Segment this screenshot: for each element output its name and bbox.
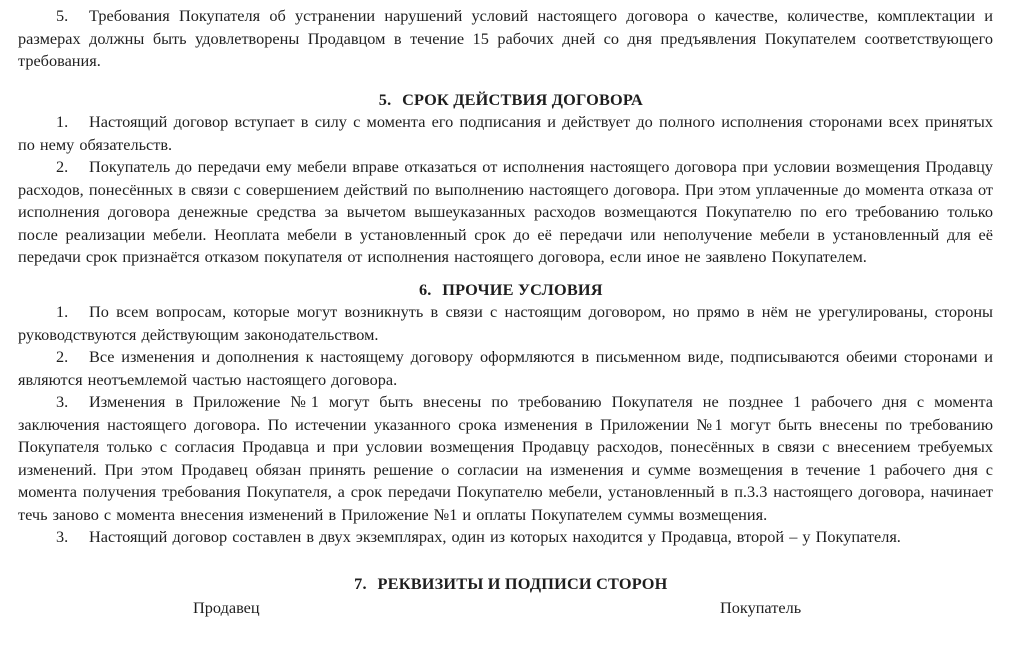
- item-number: 1.: [56, 302, 69, 321]
- section-title: ПРОЧИЕ УСЛОВИЯ: [442, 279, 603, 299]
- item-number: 2.: [56, 157, 69, 176]
- section7-heading: [18, 573, 993, 596]
- item-text: Изменения в Приложение №1 могут быть внесены по требованию Покупателя не позднее 1 рабочего дня с момента заключения настоящего договора. По истечении указанного срока изменения в Приложении №1 могут быть внесены по требованию Покупателя только с согласия Продавца и при условии возмещения Продавцу расходов, понесённых в связи с внесением требуемых изменений. При этом Продавец обязан принять решение о согласии на изменения и сумме возмещения в течение 1 рабочего дня с момента получения требования Покупателя, а срок передачи Покупателю мебели, установленный в п.3.3 настоящего договора, начинает течь заново с момента внесения изменений в Приложение №1 и оплаты Покупателем суммы возмещения.: [18, 392, 993, 524]
- seller-label: Продавец: [193, 598, 260, 617]
- buyer-label: Покупатель: [720, 598, 802, 617]
- item-text: Покупатель до передачи ему мебели вправе отказаться от исполнения настоящего договора при условии возмещения Продавцу расходов, понесённых в связи с совершением действий по выполнению настоящего договора. При этом уплаченные до момента отказа от исполнения договора денежные средства за вычетом вышеуказанных расходов возмещаются Покупателю по его требованию только после реализации мебели. Неоплата мебели в установленный срок до её передачи или неполучение мебели в установленный для её передачи срок признаётся отказом покупателя от исполнения настоящего договора, если иное не заявлено Покупателем.: [18, 157, 993, 266]
- section6-item-3: [18, 391, 993, 526]
- section5-item-2: [18, 156, 993, 269]
- section-number: 5.: [378, 89, 392, 109]
- section-title: СРОК ДЕЙСТВИЯ ДОГОВОРА: [402, 89, 643, 109]
- item-text: Требования Покупателя об устранении нарушений условий настоящего договора о качестве, количестве, комплектации и размерах должны быть удовлетворены Продавцом в течение 15 рабочих дней со дня предъявления Покупателем соответствующего требования.: [18, 6, 993, 70]
- item-text: Настоящий договор составлен в двух экземплярах, один из которых находится у Продавца, второй – у Покупателя.: [89, 527, 901, 546]
- section-number: 7.: [354, 573, 367, 593]
- item-number: 3.: [56, 527, 69, 546]
- item-text: По всем вопросам, которые могут возникнуть в связи с настоящим договором, но прямо в нём не урегулированы, стороны руководствуются действующим законодательством.: [18, 302, 993, 344]
- item-text: Настоящий договор вступает в силу с момента его подписания и действует до полного исполнения сторонами всех принятых по нему обязательств.: [18, 112, 993, 154]
- section6-item-1: [18, 301, 993, 346]
- section6-item-2: [18, 346, 993, 391]
- item-number: 1.: [56, 112, 69, 131]
- section5-heading: [18, 89, 993, 112]
- section6-heading: [18, 279, 993, 302]
- item-number: 3.: [56, 392, 69, 411]
- item-text: Все изменения и дополнения к настоящему договору оформляются в письменном виде, подписываются обеими сторонами и являются неотъемлемой частью настоящего договора.: [18, 347, 993, 389]
- item-number: 5.: [56, 6, 69, 25]
- section4-item-5: [18, 5, 993, 73]
- item-number: 2.: [56, 347, 69, 366]
- section-number: 6.: [418, 279, 432, 299]
- signatures-row: [18, 597, 993, 619]
- section5-item-1: [18, 111, 993, 156]
- section-title: РЕКВИЗИТЫ И ПОДПИСИ СТОРОН: [377, 573, 668, 593]
- section6-item-4: [18, 526, 993, 549]
- document-page: [18, 5, 993, 619]
